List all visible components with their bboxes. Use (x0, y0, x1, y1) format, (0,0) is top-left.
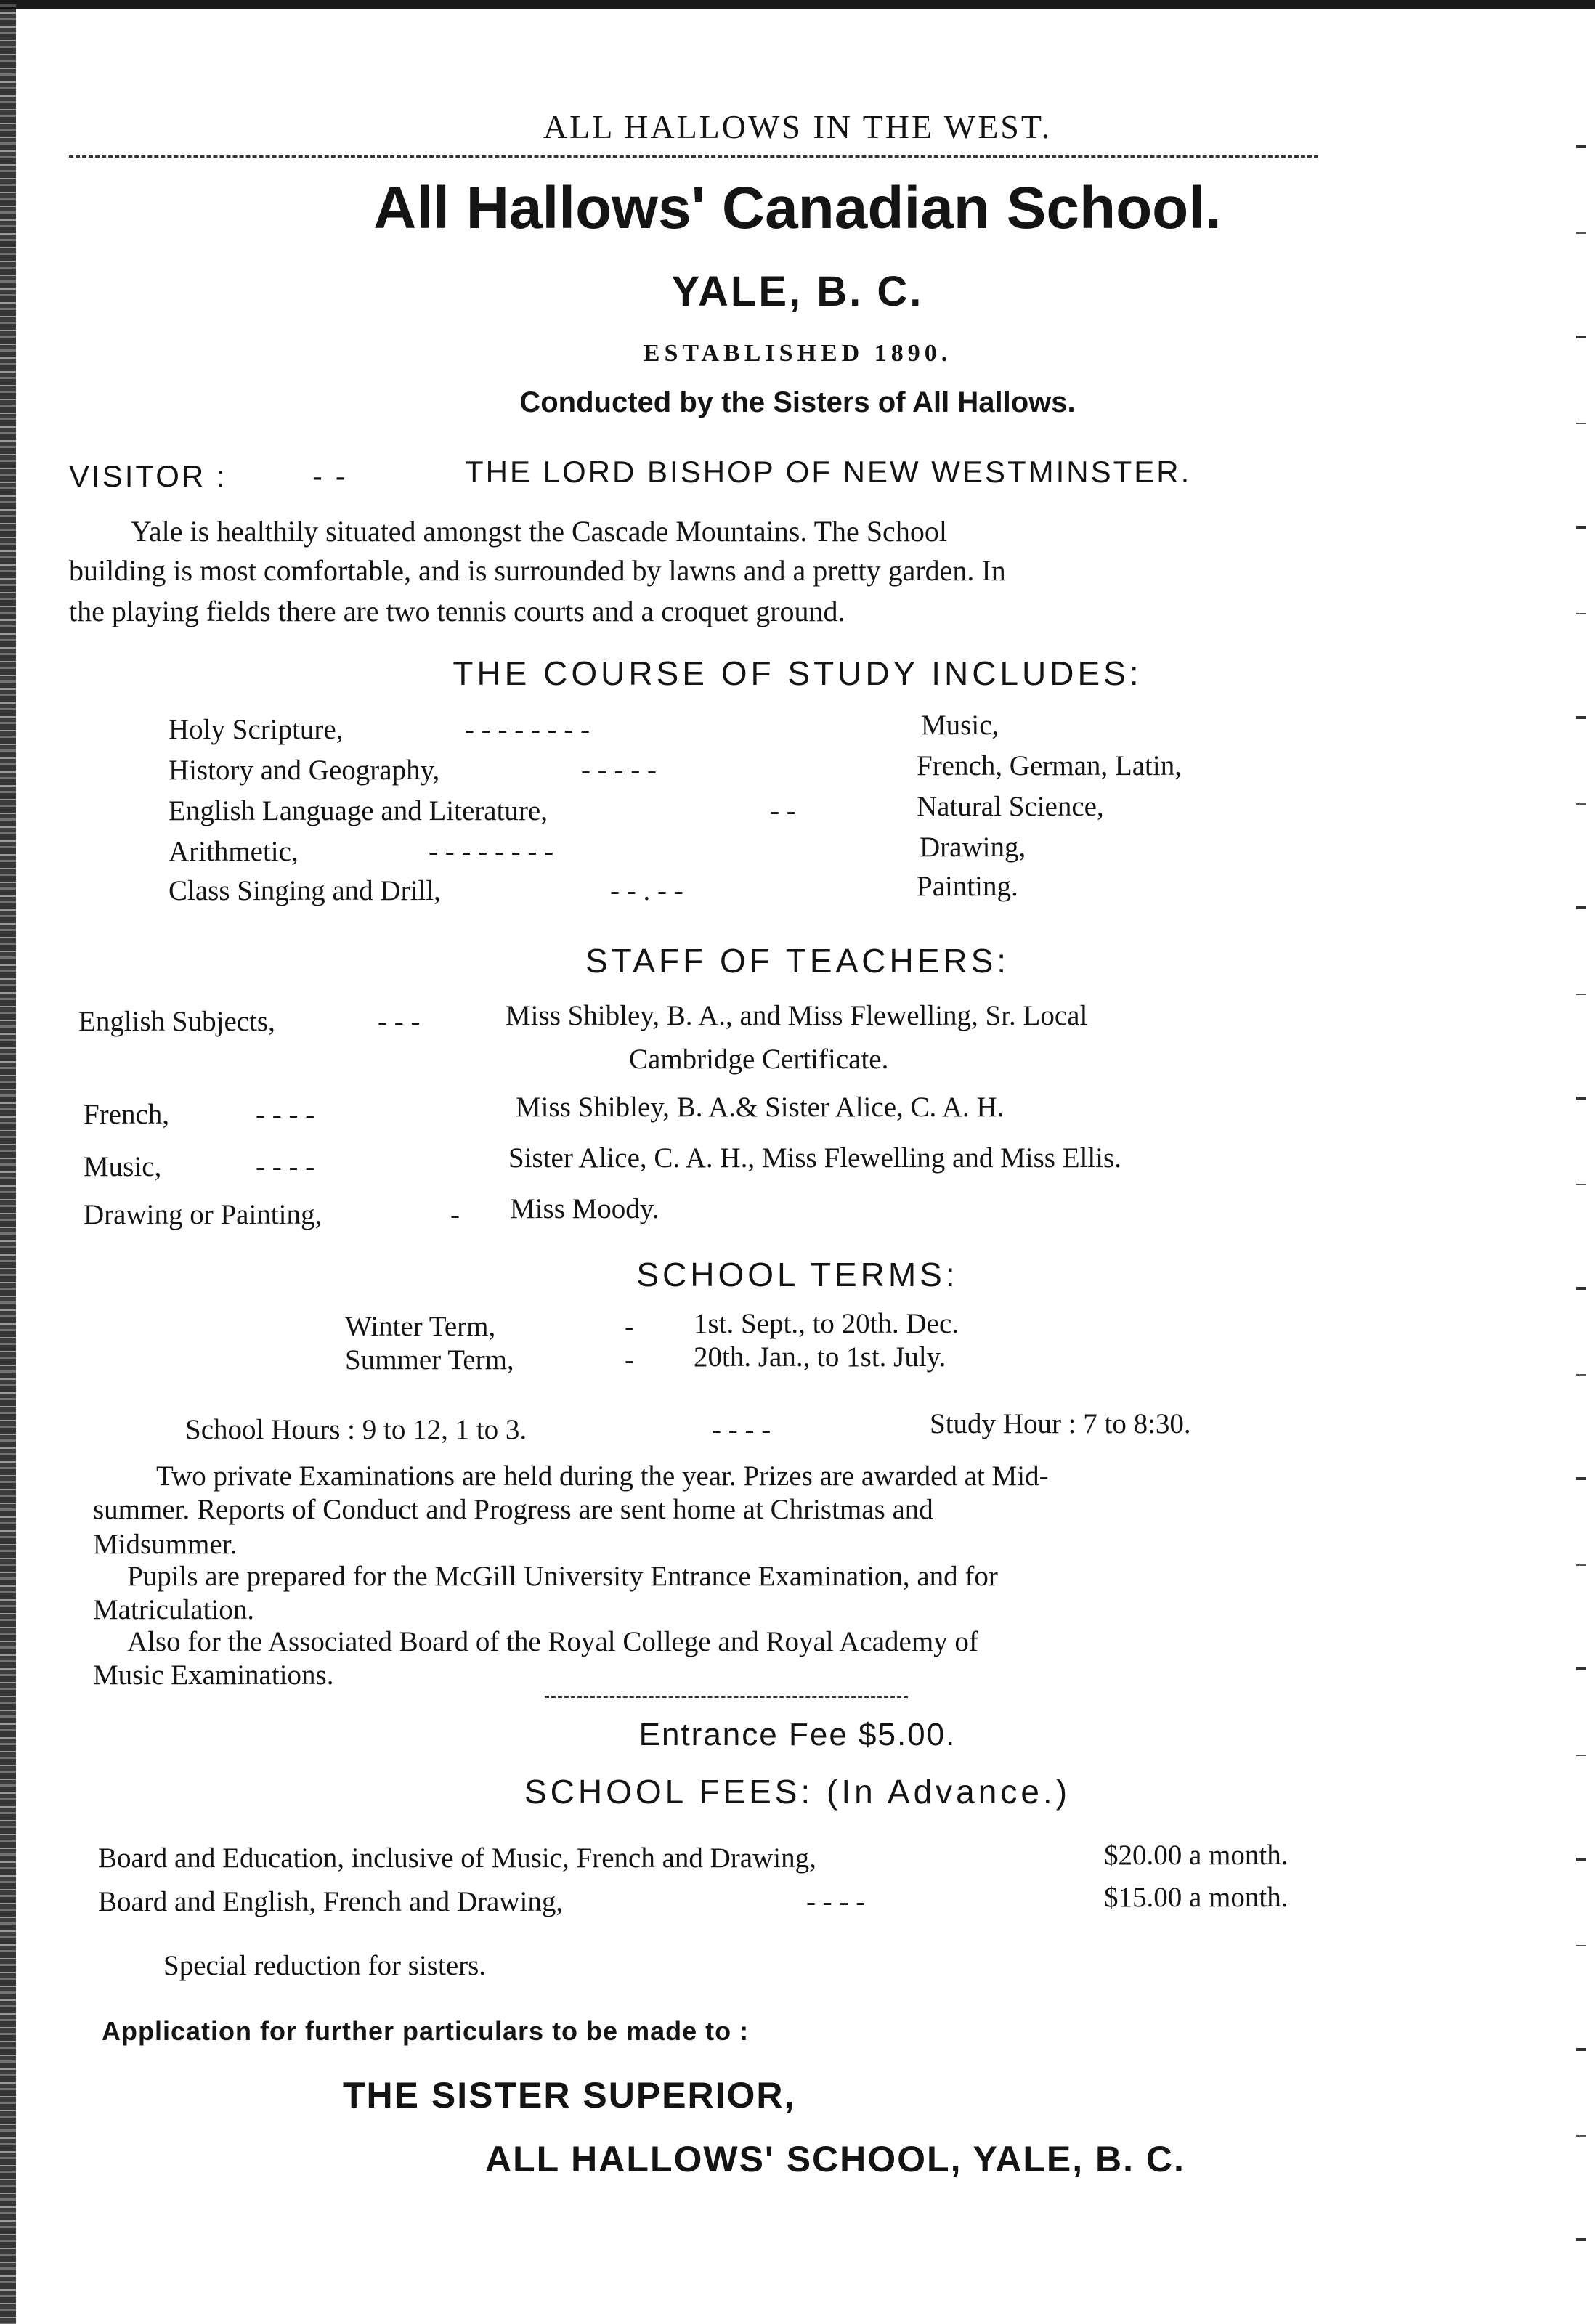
exam-line-7: Music Examinations. (93, 1659, 334, 1691)
visitor-dashes: - - (312, 459, 348, 493)
terms-heading: SCHOOL TERMS: (636, 1256, 959, 1293)
term-name-2: Summer Term, (345, 1344, 514, 1376)
course-right-1: Music, (921, 710, 999, 741)
staff-dashes-3: - - - - (256, 1151, 315, 1182)
course-heading: THE COURSE OF STUDY INCLUDES: (452, 654, 1143, 692)
staff-subject-2: French, (84, 1099, 170, 1130)
staff-dashes-2: - - - - (256, 1099, 315, 1130)
staff-teachers-2: Miss Shibley, B. A.& Sister Alice, C. A. H. (516, 1092, 1005, 1123)
fee-amount-2: $15.00 a month. (1104, 1882, 1288, 1913)
study-hour: Study Hour : 7 to 8:30. (930, 1408, 1191, 1439)
fees-heading: SCHOOL FEES: (In Advance.) (524, 1773, 1071, 1811)
page-title: All Hallows' Canadian School. (373, 175, 1222, 241)
term-name-1: Winter Term, (345, 1311, 496, 1342)
section-divider (545, 1696, 908, 1698)
staff-heading: STAFF OF TEACHERS: (585, 942, 1010, 980)
fee-item-2: Board and English, French and Drawing, (98, 1886, 564, 1917)
course-left-5: Class Singing and Drill, (169, 875, 441, 906)
exam-line-5: Matriculation. (93, 1594, 255, 1625)
conducted-by: Conducted by the Sisters of All Hallows. (519, 386, 1076, 418)
fee-dashes-2: - - - - (806, 1886, 866, 1917)
term-dash-1: - (625, 1311, 634, 1342)
staff-teachers-1: Miss Shibley, B. A., and Miss Flewelling, Sr. Local (506, 1000, 1088, 1031)
fee-item-1: Board and Education, inclusive of Music, French and Drawing, (98, 1842, 816, 1874)
staff-teachers-4: Miss Moody. (510, 1193, 659, 1224)
exam-line-4: Pupils are prepared for the McGill University Entrance Examination, and for (127, 1561, 998, 1592)
fee-amount-1: $20.00 a month. (1104, 1840, 1288, 1871)
exam-line-2: summer. Reports of Conduct and Progress are sent home at Christmas and (93, 1494, 933, 1525)
school-hours: School Hours : 9 to 12, 1 to 3. (185, 1414, 527, 1445)
course-right-3: Natural Science, (917, 791, 1104, 822)
contact-line-2: ALL HALLOWS' SCHOOL, YALE, B. C. (485, 2139, 1185, 2179)
header-rule (69, 155, 1318, 158)
exam-line-1: Two private Examinations are held during the year. Prizes are awarded at Mid- (156, 1460, 1049, 1492)
course-left-4: Arithmetic, (169, 836, 299, 867)
application-text: Application for further particulars to be made to : (102, 2016, 750, 2046)
visitor-value: THE LORD BISHOP OF NEW WESTMINSTER. (465, 455, 1192, 489)
header-small: ALL HALLOWS IN THE WEST. (543, 108, 1052, 145)
scan-right-specks (1576, 44, 1586, 2295)
term-dash-2: - (625, 1344, 634, 1376)
staff-subject-3: Music, (84, 1151, 162, 1182)
term-dates-1: 1st. Sept., to 20th. Dec. (694, 1308, 959, 1339)
course-dashes-4: - - - - - - - - (429, 836, 554, 867)
staff-dashes-1: - - - (378, 1006, 421, 1037)
term-dates-2: 20th. Jan., to 1st. July. (694, 1341, 946, 1373)
course-left-3: English Language and Literature, (169, 795, 548, 826)
course-dashes-2: - - - - - (581, 755, 657, 786)
staff-subject-1: English Subjects, (78, 1006, 275, 1037)
exam-line-6: Also for the Associated Board of the Royal College and Royal Academy of (127, 1626, 978, 1657)
course-dashes-3: - - (770, 795, 796, 826)
established: ESTABLISHED 1890. (643, 340, 952, 367)
staff-subject-4: Drawing or Painting, (84, 1199, 322, 1230)
fee-note: Special reduction for sisters. (163, 1950, 487, 1981)
hours-dashes: - - - - (712, 1414, 771, 1445)
course-left-2: History and Geography, (169, 755, 440, 786)
intro-line-3: the playing fields there are two tennis courts and a croquet ground. (69, 595, 845, 627)
staff-teachers-3: Sister Alice, C. A. H., Miss Flewelling and Miss Ellis. (508, 1142, 1121, 1174)
exam-line-3: Midsummer. (93, 1529, 238, 1560)
intro-line-2: building is most comfortable, and is surrounded by lawns and a pretty garden. In (69, 554, 1006, 587)
intro-line-1: Yale is healthily situated amongst the Cascade Mountains. The School (131, 515, 947, 548)
scan-top-border (0, 0, 1595, 9)
staff-dashes-4: - (450, 1199, 460, 1230)
course-dashes-1: - - - - - - - - (465, 714, 590, 745)
staff-teachers-1-cont: Cambridge Certificate. (629, 1044, 889, 1075)
visitor-label: VISITOR : (69, 459, 227, 493)
course-right-2: French, German, Latin, (917, 750, 1182, 781)
location: YALE, B. C. (671, 268, 924, 315)
course-left-1: Holy Scripture, (169, 714, 344, 745)
entrance-fee: Entrance Fee $5.00. (638, 1717, 957, 1752)
contact-line-1: THE SISTER SUPERIOR, (343, 2075, 796, 2116)
course-right-4: Drawing, (920, 832, 1026, 863)
course-right-5: Painting. (917, 871, 1018, 902)
course-dashes-5: - - . - - (610, 875, 683, 906)
